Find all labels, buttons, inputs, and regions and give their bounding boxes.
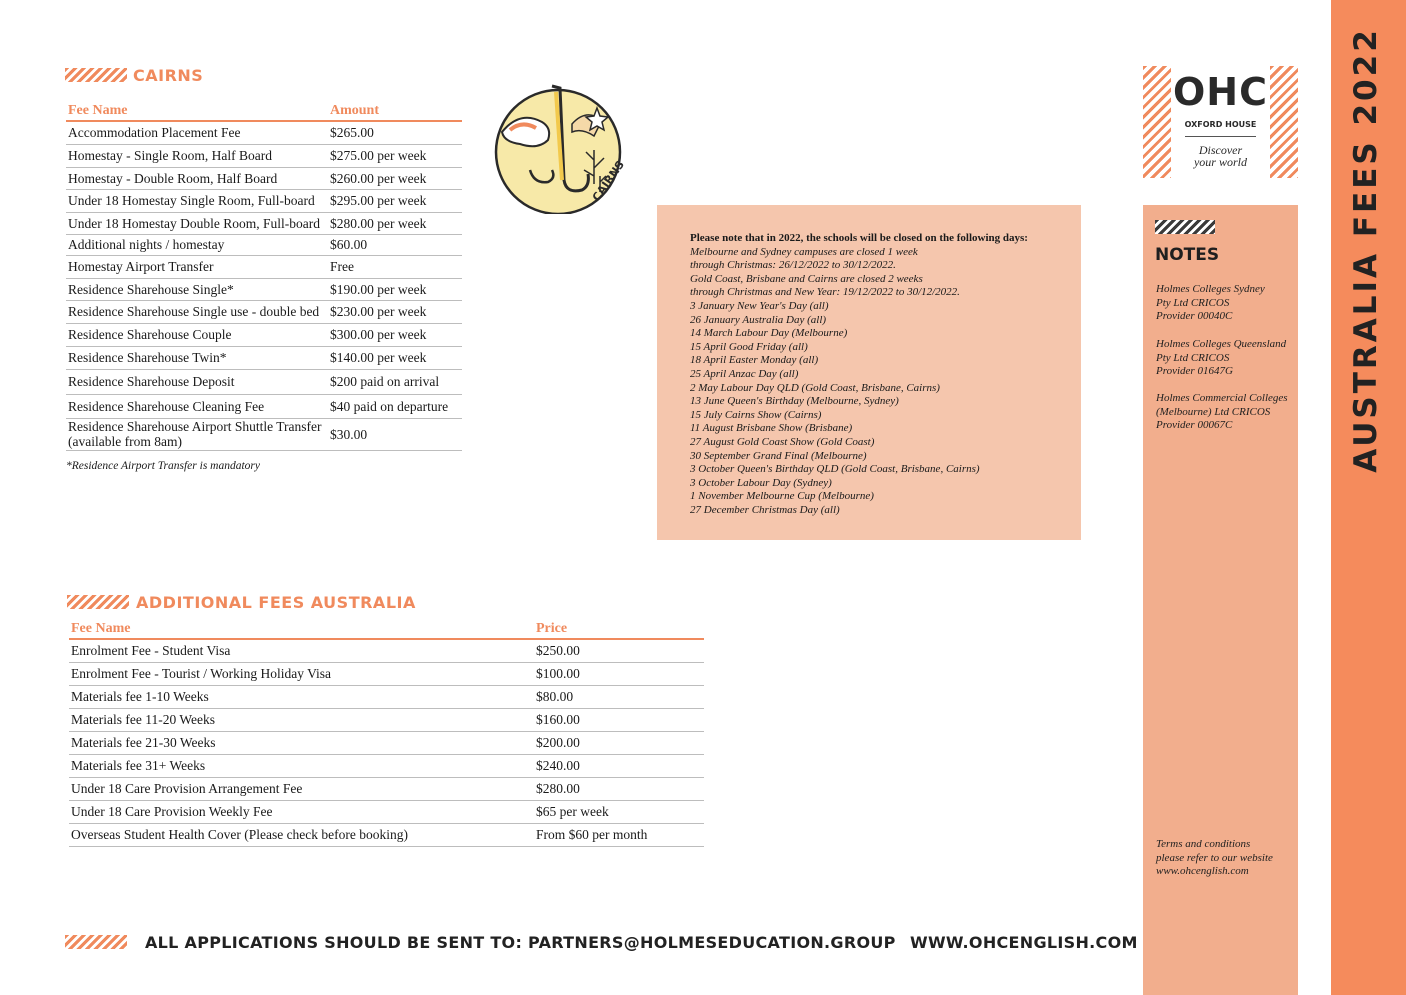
- fee-amount-cell: $230.00 per week: [328, 300, 462, 323]
- terms-note: [1156, 838, 1296, 879]
- cairns-badge-icon: [490, 80, 628, 214]
- notes-line: Holmes Colleges Sydney: [1156, 283, 1265, 295]
- closure-line: 25 April Anzac Day (all): [690, 367, 799, 380]
- fee-name-cell: Materials fee 21-30 Weeks: [69, 731, 534, 754]
- fee-amount-cell: $250.00: [534, 639, 704, 662]
- column-header-fee-name: Fee Name: [69, 621, 534, 639]
- badge-label: CAIRNS: [589, 158, 628, 204]
- logo-tagline: [1171, 144, 1270, 168]
- table-row: [66, 300, 462, 323]
- fee-amount-cell: $200 paid on arrival: [328, 369, 462, 394]
- table-header-row: [66, 103, 462, 121]
- closure-notice-heading: Please note that in 2022, the schools will be closed on the following days:: [690, 232, 1028, 244]
- closure-line: Melbourne and Sydney campuses are closed 1 week: [690, 245, 918, 258]
- logo-stripe-right: [1270, 66, 1298, 178]
- fee-name-cell: Enrolment Fee - Student Visa: [69, 639, 534, 662]
- table-row: [66, 167, 462, 189]
- fee-amount-cell: From $60 per month: [534, 823, 704, 846]
- logo-subtitle: OXFORD HOUSE: [1184, 120, 1257, 129]
- table-row: [66, 418, 462, 450]
- table-row: [66, 323, 462, 346]
- closure-line: 15 July Cairns Show (Cairns): [690, 408, 822, 421]
- fee-name-cell: Residence Sharehouse Single use - double bed: [66, 300, 328, 323]
- fee-name-cell: Materials fee 11-20 Weeks: [69, 708, 534, 731]
- fee-name-cell: Materials fee 1-10 Weeks: [69, 685, 534, 708]
- fee-amount-cell: $65 per week: [534, 800, 704, 823]
- website-link[interactable]: WWW.OHCENGLISH.COM: [910, 933, 1138, 952]
- fee-name-cell: Residence Sharehouse Single*: [66, 278, 328, 300]
- table-row: [66, 255, 462, 278]
- notes-line: Holmes Colleges Queensland: [1156, 338, 1287, 350]
- table-row: [66, 189, 462, 212]
- terms-line: please refer to our website: [1156, 851, 1273, 864]
- table-row: [66, 234, 462, 255]
- closure-line: 14 March Labour Day (Melbourne): [690, 327, 848, 340]
- closure-line: 3 October Queen's Birthday QLD (Gold Coast, Brisbane, Cairns): [690, 463, 980, 476]
- fee-name-cell: Enrolment Fee - Tourist / Working Holiday Visa: [69, 662, 534, 685]
- table-row: [69, 754, 704, 777]
- closure-line: through Christmas and New Year: 19/12/2022 to 30/12/2022.: [690, 286, 960, 299]
- table-row: [66, 394, 462, 418]
- notes-line: Provider 00040C: [1156, 310, 1233, 323]
- footer-hatch: [65, 935, 127, 949]
- fee-amount-cell: $160.00: [534, 708, 704, 731]
- closure-line: 11 August Brisbane Show (Brisbane): [690, 422, 853, 435]
- closure-line: through Christmas: 26/12/2022 to 30/12/2022.: [690, 259, 896, 272]
- table-row: [69, 708, 704, 731]
- notes-item-melbourne: [1156, 392, 1296, 433]
- cairns-fee-table: [66, 103, 462, 451]
- fee-amount-cell: $30.00: [328, 418, 462, 450]
- fee-name-cell: Residence Sharehouse Airport Shuttle Transfer (available from 8am): [66, 418, 328, 450]
- closure-line: 3 January New Year's Day (all): [690, 299, 829, 312]
- fee-name-cell: Residence Sharehouse Couple: [66, 323, 328, 346]
- table-row: [69, 685, 704, 708]
- fee-name-cell: Materials fee 31+ Weeks: [69, 754, 534, 777]
- logo-stripe-left: [1143, 66, 1171, 178]
- table-row: [66, 278, 462, 300]
- fee-name-cell: Homestay - Double Room, Half Board: [66, 167, 328, 189]
- closure-notice-text: [690, 232, 1070, 517]
- fee-amount-cell: $200.00: [534, 731, 704, 754]
- fee-amount-cell: $280.00 per week: [328, 212, 462, 234]
- notes-hatch: [1155, 220, 1215, 234]
- fee-amount-cell: $265.00: [328, 121, 462, 144]
- notes-line: Provider 01647G: [1156, 365, 1233, 378]
- logo-brand: OHC: [1173, 70, 1268, 114]
- notes-line: Provider 00067C: [1156, 419, 1233, 432]
- closure-line: 18 April Easter Monday (all): [690, 354, 819, 367]
- table-header-row: [69, 621, 704, 639]
- fee-amount-cell: $300.00 per week: [328, 323, 462, 346]
- table-row: [69, 823, 704, 846]
- fee-name-cell: Residence Sharehouse Deposit: [66, 369, 328, 394]
- column-header-amount: Amount: [328, 103, 462, 121]
- closure-line: 26 January Australia Day (all): [690, 313, 827, 326]
- table-row: [66, 369, 462, 394]
- closure-line: 27 December Christmas Day (all): [690, 503, 840, 516]
- logo-rule: [1185, 136, 1256, 137]
- terms-line: Terms and conditions: [1156, 838, 1251, 850]
- fee-name-cell: Under 18 Care Provision Weekly Fee: [69, 800, 534, 823]
- fee-name-cell: Accommodation Placement Fee: [66, 121, 328, 144]
- fee-name-cell: Under 18 Care Provision Arrangement Fee: [69, 777, 534, 800]
- logo-tagline-line-2: your world: [1193, 155, 1247, 169]
- fee-amount-cell: $100.00: [534, 662, 704, 685]
- terms-link[interactable]: www.ohcenglish.com: [1156, 865, 1249, 878]
- table-row: [66, 121, 462, 144]
- closure-line: 1 November Melbourne Cup (Melbourne): [690, 490, 874, 503]
- column-header-price: Price: [534, 621, 704, 639]
- closure-line: Gold Coast, Brisbane and Cairns are closed 2 weeks: [690, 272, 923, 285]
- notes-line: Holmes Commercial Colleges: [1156, 392, 1288, 404]
- fee-name-cell: Additional nights / homestay: [66, 234, 328, 255]
- fee-name-cell: Under 18 Homestay Single Room, Full-board: [66, 189, 328, 212]
- cairns-hatch: [65, 68, 127, 82]
- ohc-logo: [1143, 66, 1298, 178]
- fee-name-cell: Residence Sharehouse Twin*: [66, 346, 328, 369]
- fee-amount-cell: $80.00: [534, 685, 704, 708]
- fee-name-cell: Homestay Airport Transfer: [66, 255, 328, 278]
- fee-amount-cell: $240.00: [534, 754, 704, 777]
- closure-line: 30 September Grand Final (Melbourne): [690, 449, 867, 462]
- table-row: [66, 144, 462, 167]
- closure-line: 3 October Labour Day (Sydney): [690, 476, 832, 489]
- notes-title: NOTES: [1155, 245, 1220, 265]
- fee-amount-cell: $260.00 per week: [328, 167, 462, 189]
- fee-name-cell: Under 18 Homestay Double Room, Full-board: [66, 212, 328, 234]
- table-row: [69, 777, 704, 800]
- closure-line: 13 June Queen's Birthday (Melbourne, Sydney): [690, 395, 899, 408]
- additional-hatch: [67, 595, 129, 609]
- fee-amount-cell: $140.00 per week: [328, 346, 462, 369]
- page-title: AUSTRALIA FEES 2022: [1348, 27, 1384, 473]
- notes-item-sydney: [1156, 283, 1296, 324]
- table-row: [69, 731, 704, 754]
- fee-name-cell: Homestay - Single Room, Half Board: [66, 144, 328, 167]
- cairns-footnote: *Residence Airport Transfer is mandatory: [66, 460, 261, 472]
- fee-amount-cell: $40 paid on departure: [328, 394, 462, 418]
- notes-line: Pty Ltd CRICOS: [1156, 351, 1230, 364]
- applications-email[interactable]: ALL APPLICATIONS SHOULD BE SENT TO: PARTNERS@HOLMESEDUCATION.GROUP: [145, 933, 896, 952]
- closure-line: 27 August Gold Coast Show (Gold Coast): [690, 435, 875, 448]
- notes-line: Pty Ltd CRICOS: [1156, 296, 1230, 309]
- notes-line: (Melbourne) Ltd CRICOS: [1156, 405, 1271, 418]
- notes-item-queensland: [1156, 338, 1296, 379]
- fee-amount-cell: $295.00 per week: [328, 189, 462, 212]
- fee-name-cell: Residence Sharehouse Cleaning Fee: [66, 394, 328, 418]
- fee-amount-cell: $280.00: [534, 777, 704, 800]
- logo-tagline-line-1: Discover: [1198, 143, 1243, 157]
- table-row: [69, 662, 704, 685]
- fee-amount-cell: $190.00 per week: [328, 278, 462, 300]
- table-row: [69, 639, 704, 662]
- closure-line: 15 April Good Friday (all): [690, 340, 808, 353]
- notes-column: [1143, 205, 1298, 995]
- cairns-title: CAIRNS: [133, 66, 204, 85]
- additional-title: ADDITIONAL FEES AUSTRALIA: [136, 593, 416, 612]
- fee-amount-cell: $275.00 per week: [328, 144, 462, 167]
- additional-fee-table: [69, 621, 704, 847]
- fee-name-cell: Overseas Student Health Cover (Please check before booking): [69, 823, 534, 846]
- closure-line: 2 May Labour Day QLD (Gold Coast, Brisbane, Cairns): [690, 381, 940, 394]
- column-header-fee-name: Fee Name: [66, 103, 328, 121]
- table-row: [66, 212, 462, 234]
- fee-amount-cell: $60.00: [328, 234, 462, 255]
- table-row: [66, 346, 462, 369]
- table-row: [69, 800, 704, 823]
- fee-amount-cell: Free: [328, 255, 462, 278]
- closure-notice-lines: [690, 246, 1070, 518]
- closure-notice-box: [657, 205, 1081, 540]
